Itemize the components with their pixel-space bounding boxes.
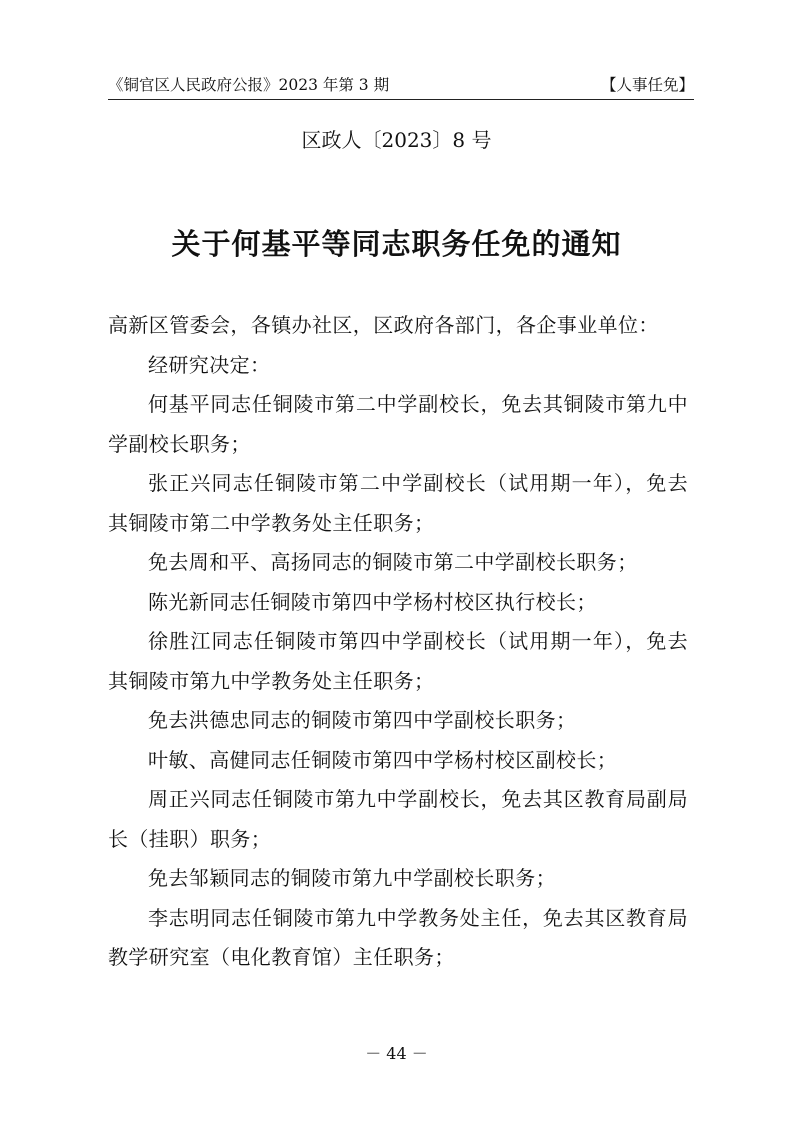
paragraph: 周正兴同志任铜陵市第九中学副校长，免去其区教育局副局长（挂职）职务； — [108, 787, 688, 851]
page-header — [108, 73, 694, 100]
document-title: 关于何基平等同志职务任免的通知 — [171, 227, 622, 261]
paragraph: 叶敏、高健同志任铜陵市第四中学杨村校区副校长； — [148, 747, 618, 772]
paragraph: 张正兴同志任铜陵市第二中学副校长（试用期一年），免去其铜陵市第二中学教务处主任职务； — [108, 471, 688, 535]
document-body — [108, 306, 688, 978]
paragraph: 免去周和平、高扬同志的铜陵市第二中学副校长职务； — [148, 550, 638, 574]
paragraph: 李志明同志任铜陵市第九中学教务处主任，免去其区教育局教学研究室（电化教育馆）主任职务； — [108, 905, 688, 969]
document-number: 区政人〔2023〕8 号 — [301, 128, 492, 152]
addressee: 高新区管委会，各镇办社区，区政府各部门，各企事业单位： — [108, 313, 659, 337]
paragraph: 何基平同志任铜陵市第二中学副校长，免去其铜陵市第九中学副校长职务； — [108, 392, 688, 456]
publication-title: 《铜官区人民政府公报》2023 年第 3 期 — [108, 76, 390, 94]
paragraph: 徐胜江同志任铜陵市第四中学副校长（试用期一年），免去其铜陵市第九中学教务处主任职务； — [108, 629, 688, 693]
paragraph: 经研究决定： — [148, 352, 271, 377]
paragraph: 陈光新同志任铜陵市第四中学杨村校区执行校长； — [148, 589, 597, 614]
section-label: 【人事任免】 — [600, 76, 694, 94]
paragraph: 免去洪德忠同志的铜陵市第四中学副校长职务； — [148, 708, 577, 732]
page-number: － 44 － — [365, 1044, 428, 1063]
paragraph: 免去邹颖同志的铜陵市第九中学副校长职务； — [148, 866, 556, 890]
